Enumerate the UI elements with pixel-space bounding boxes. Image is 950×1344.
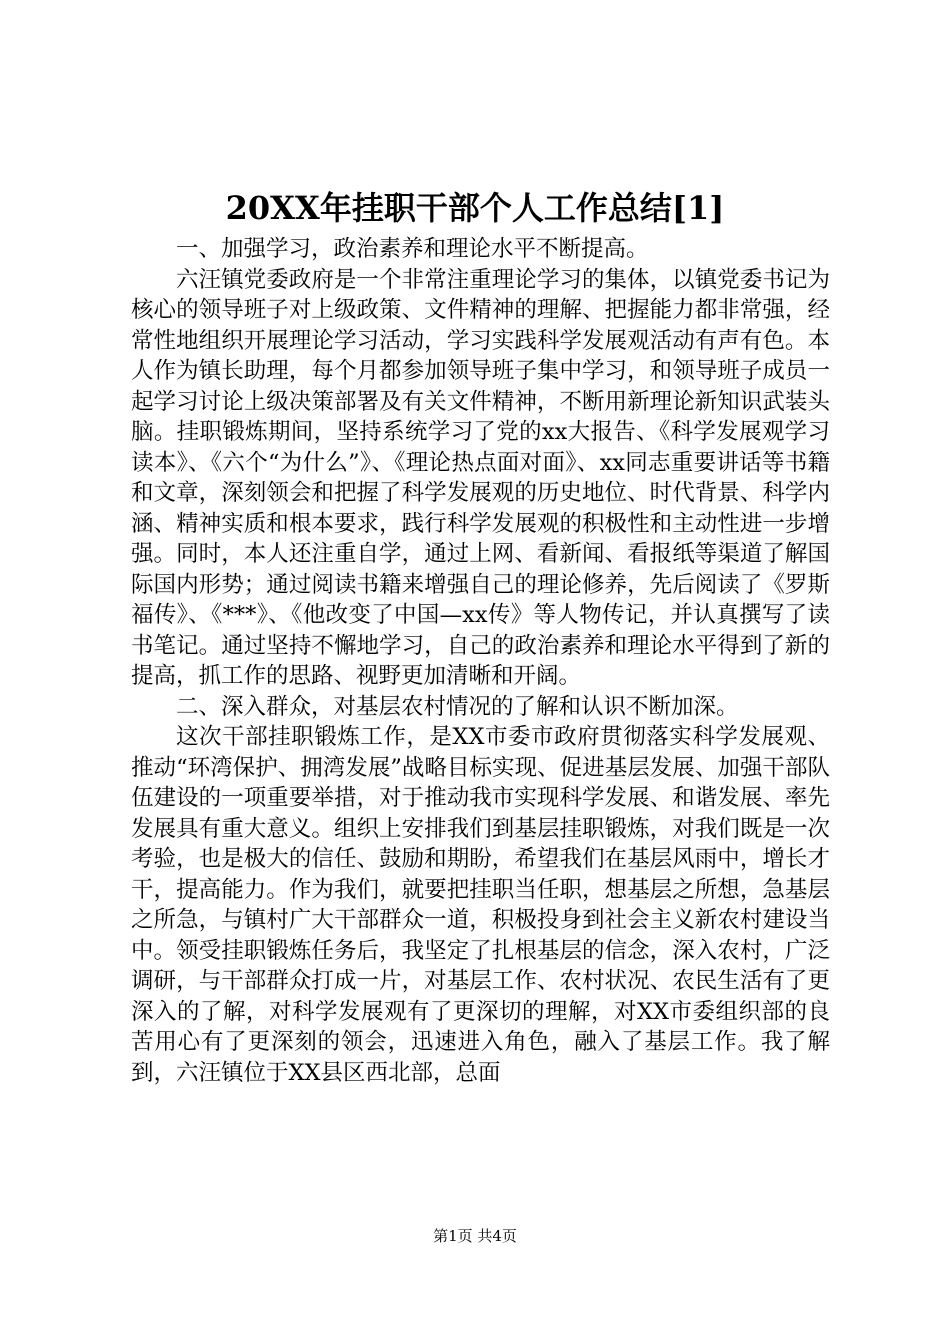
body-paragraph-2: 这次干部挂职锻炼工作，是XX市委市政府贯彻落实科学发展观、推动“环湾保护、拥湾发展”战略目标实现、促进基层发展、加强干部队伍建设的一项重要举措，对于推动我市实现科学发展、和谐发展、率先发展具有重大意义。组织上安排我们到基层挂职锻炼，对我们既是一次考验，也是极大的信任、鼓励和期盼，希望我们在基层风雨中，增长才干，提高能力。作为我们，就要把挂职当任职，想基层之所想，急基层之所急，与镇村广大干部群众一道，积极投身到社会主义新农村建设当中。领受挂职锻炼任务后，我坚定了扎根基层的信念，深入农村，广泛调研，与干部群众打成一片，对基层工作、农村状况、农民生活有了更深入的了解，对科学发展观有了更深切的理解，对XX市委组织部的良苦用心有了更深刻的领会，迅速进入角色，融入了基层工作。我了解到，六汪镇位于XX县区西北部，总面 [131,724,830,1086]
page-footer: 第1页 共4页 [433,1227,517,1245]
section-heading-1: 一、加强学习，政治素养和理论水平不断提高。 [176,236,649,262]
body-paragraph-1: 六汪镇党委政府是一个非常注重理论学习的集体，以镇党委书记为核心的领导班子对上级政策、文件精神的理解、把握能力都非常强，经常性地组织开展理论学习活动，学习实践科学发展观活动有声有色。本人作为镇长助理，每个月都参加领导班子集中学习，和领导班子成员一起学习讨论上级决策部署及有关文件精神，不断用新理论新知识武装头脑。挂职锻炼期间，坚持系统学习了党的xx大报告、《科学发展观学习读本》、《六个“为什么”》、《理论热点面对面》、xx同志重要讲话等书籍和文章，深刻领会和把握了科学发展观的历史地位、时代背景、科学内涵、精神实质和根本要求，践行科学发展观的积极性和主动性进一步增强。同时，本人还注重自学，通过上网、看新闻、看报纸等渠道了解国际国内形势；通过阅读书籍来增强自己的理论修养，先后阅读了《罗斯福传》、《***》、《他改变了中国—xx传》等人物传记，并认真撰写了读书笔记。通过坚持不懈地学习，自己的政治素养和理论水平得到了新的提高，抓工作的思路、视野更加清晰和开阔。 [131,266,830,689]
document-body [131,234,830,1088]
section-heading-2: 二、深入群众，对基层农村情况的了解和认识不断加深。 [176,693,739,720]
document-title: 20XX年挂职干部个人工作总结[1] [225,189,725,227]
